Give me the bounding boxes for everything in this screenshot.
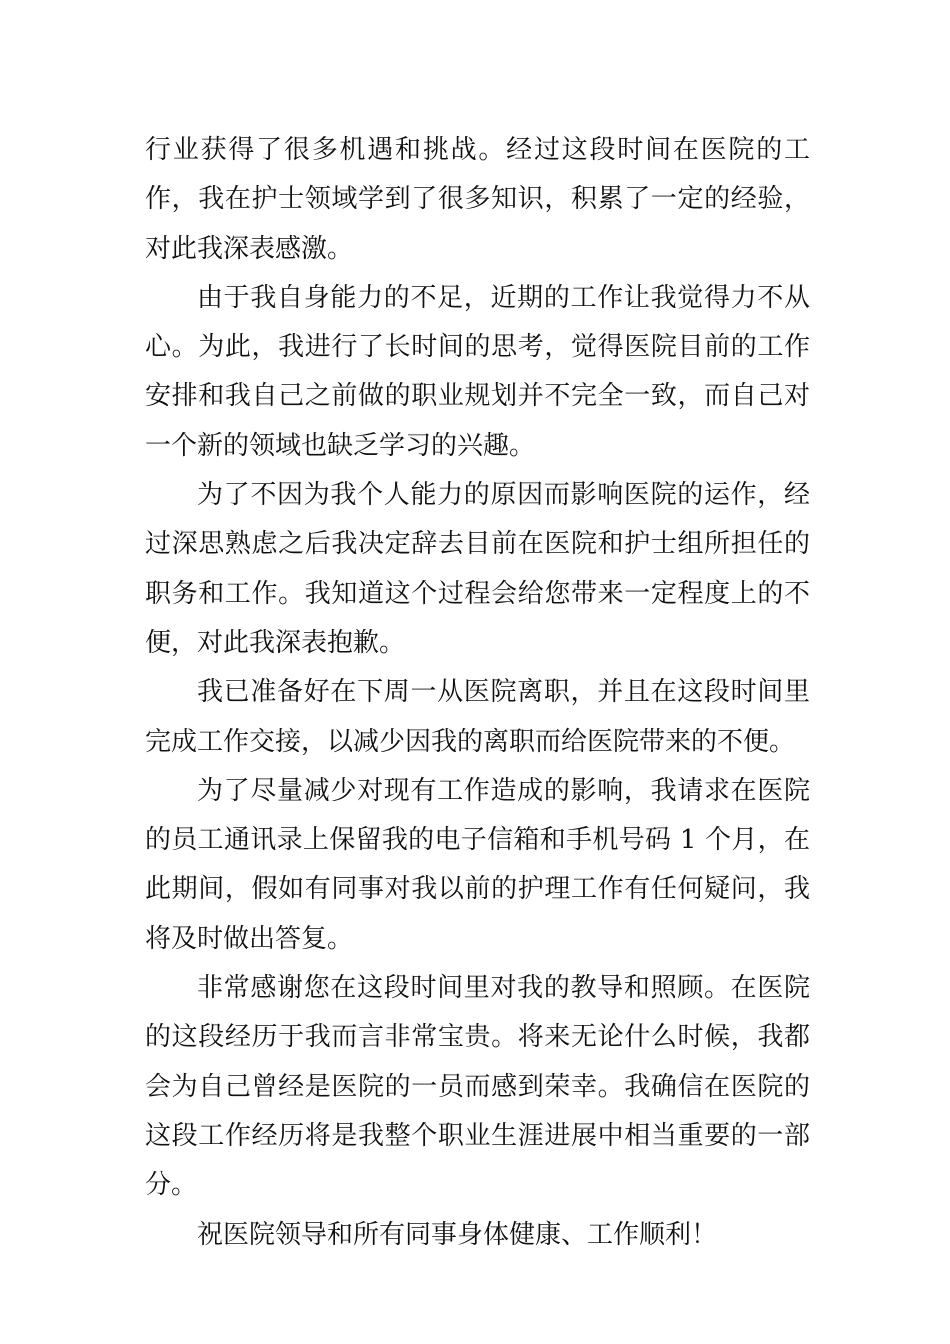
- letter-body: [145, 126, 810, 1260]
- paragraph-3: 为了不因为我个人能力的原因而影响医院的运作，经过深思熟虑之后我决定辞去目前在医院和护士组所担任的职务和工作。我知道这个过程会给您带来一定程度上的不便，对此我深表抱歉。: [145, 480, 810, 658]
- closing-wish: 祝医院领导和所有同事身体健康、工作顺利！: [197, 1219, 718, 1250]
- paragraph-1: 行业获得了很多机遇和挑战。经过这段时间在医院的工作，我在护士领域学到了很多知识，积累了一定的经验，对此我深表感激。: [145, 135, 810, 264]
- paragraph-5: 为了尽量减少对现有工作造成的影响，我请求在医院的员工通讯录上保留我的电子信箱和手机号码 1 个月，在此期间，假如有同事对我以前的护理工作有任何疑问，我将及时做出答复。: [145, 775, 810, 954]
- paragraph-6: 非常感谢您在这段时间里对我的教导和照顾。在医院的这段经历于我而言非常宝贵。将来无论什么时候，我都会为自己曾经是医院的一员而感到荣幸。我确信在医院的这段工作经历将是我整个职业生涯进展中相当重要的一部分。: [145, 973, 810, 1201]
- paragraph-4: 我已准备好在下周一从医院离职，并且在这段时间里完成工作交接，以减少因我的离职而给医院带来的不便。: [145, 677, 810, 757]
- paragraph-2: 由于我自身能力的不足，近期的工作让我觉得力不从心。为此，我进行了长时间的思考，觉得医院目前的工作安排和我自己之前做的职业规划并不完全一致，而自己对一个新的领域也缺乏学习的兴趣。: [145, 282, 810, 461]
